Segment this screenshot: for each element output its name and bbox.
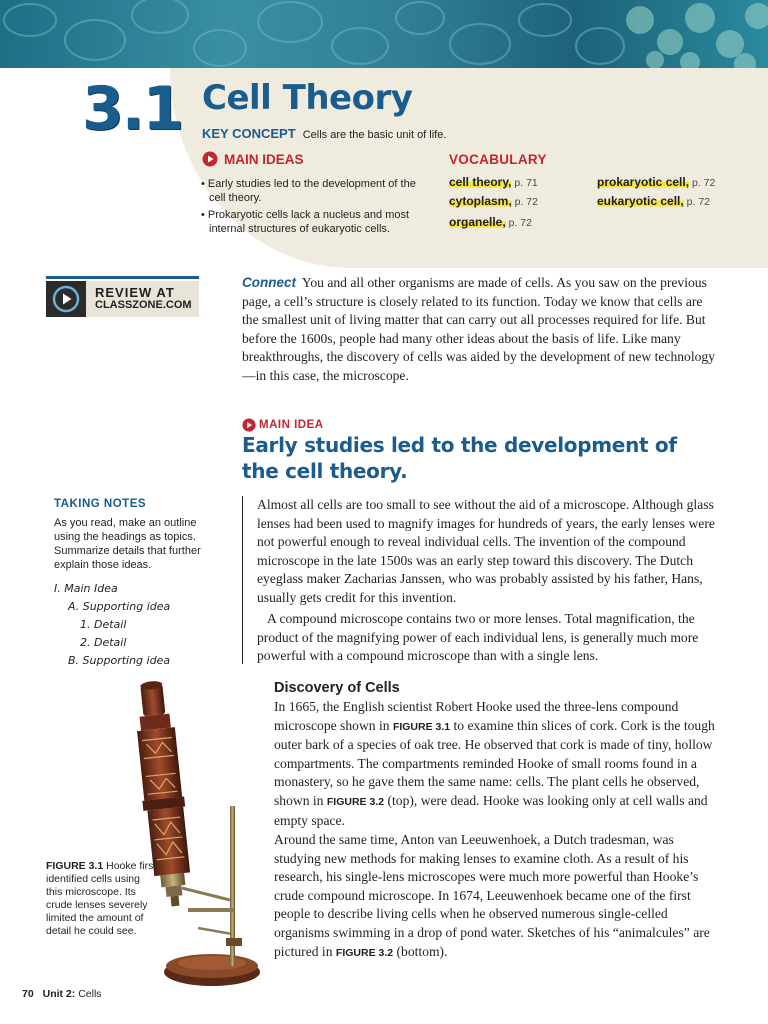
main-idea-label-text: MAIN IDEA — [259, 419, 324, 431]
vocab-item — [449, 175, 538, 189]
cell-texture-image — [0, 0, 768, 68]
figure-reference: FIGURE 3.2 — [326, 795, 385, 808]
figure-reference: FIGURE 3.1 — [392, 720, 451, 733]
notes-divider — [242, 496, 243, 664]
outline-item: 2. Detail — [80, 636, 127, 649]
text-run: In 1665, the English scientist Robert Hooke used the three-lens compound microscope shown in — [274, 699, 679, 733]
key-concept-label: KEY CONCEPT — [202, 126, 296, 141]
figure-caption — [46, 860, 158, 938]
text-run: Around the same time, Anton van Leeuwenhoek, a Dutch tradesman, was studying new methods for making lenses to examine cloth. As a result of his research, his single-lens microscopes were much more powerful than Hooke’s crude compound microscope. In 1674, Leeuwenhoek became one of the first people to describe living cells when he observed numerous single-celled organisms swimming in a drop of pond water. Sketches of his “animalcules” are pictured in — [274, 832, 710, 959]
page-title: Cell Theory — [202, 78, 413, 118]
text-run: to examine thin slices of cork. Cork is the tough outer bark of a species of oak tree. He observed that cork is made of tiny, hollow compartments. The compartments reminded Hooke of small rooms found in a monastery, so he gave them the same name: cells. The plant cells he observed, shown in — [274, 717, 715, 808]
main-idea-item: • Prokaryotic cells lack a nucleus and most internal structures of eukaryotic cells. — [201, 209, 410, 235]
outline-item: 1. Detail — [80, 618, 127, 631]
vocab-term: eukaryotic cell, — [597, 194, 684, 208]
key-concept-text: Cells are the basic unit of life. — [302, 129, 447, 141]
text-run: (bottom). — [396, 943, 448, 959]
review-bar — [46, 276, 199, 279]
vocabulary-heading: VOCABULARY — [449, 152, 547, 167]
review-text — [86, 286, 192, 312]
figure-reference: FIGURE 3.2 — [335, 946, 394, 959]
discovery-paragraph-1 — [274, 698, 720, 830]
taking-notes-text: As you read, make an outline using the headings as topics. Summarize details that further explain those ideas. — [54, 517, 201, 571]
page-number: 70 — [22, 988, 34, 1000]
vocab-page: p. 72 — [686, 196, 710, 208]
key-concept — [202, 126, 446, 141]
play-arrow-icon — [242, 418, 256, 432]
section-heading: Early studies led to the development of the cell theory. — [242, 433, 677, 483]
main-idea-label — [242, 418, 324, 432]
body-paragraph-2: A compound microscope contains two or more lenses. Total magnification, the product of the magnifying power of each individual lens, is generally much more powerful with a compound microscope than with a single lens. — [257, 611, 699, 664]
cell-photo-banner — [0, 0, 768, 68]
discovery-heading: Discovery of Cells — [274, 680, 400, 696]
play-circle-icon — [52, 285, 80, 313]
figure-caption-text: Hooke first identified cells using this microscope. Its crude lenses severely limited the amount of detail he could see. — [46, 860, 157, 937]
main-idea-item: • Early studies led to the development of the cell theory. — [201, 178, 416, 204]
unit-label: Unit 2: — [42, 988, 76, 1000]
vocab-term: organelle, — [449, 215, 506, 229]
text-run: (top), were dead. Hooke was looking only at cell walls and empty space. — [274, 792, 708, 828]
main-ideas-label: MAIN IDEAS — [224, 151, 304, 167]
vocab-term: cytoplasm, — [449, 194, 512, 208]
section-number: 3.1 — [82, 74, 183, 144]
outline-item: I. Main Idea — [54, 582, 118, 595]
vocab-item — [449, 215, 532, 229]
vocab-item — [597, 194, 710, 208]
vocab-page: p. 71 — [514, 177, 538, 189]
hooke-microscope-image — [130, 676, 270, 998]
vocab-page: p. 72 — [691, 177, 716, 189]
outline-item: A. Supporting idea — [68, 600, 171, 613]
main-ideas-list — [201, 177, 431, 239]
vocab-term: prokaryotic cell, — [597, 175, 690, 189]
body-paragraph-1: Almost all cells are too small to see without the aid of a microscope. Although glass lenses had been used to magnify images for hundreds of years, the early lenses were not powerful enough to reveal individual cells. The invention of the compound microscope in the late 1500s was an early step toward this discovery. The Dutch eyeglass maker Zacharias Janssen, who was probably assisted by his father, Hans, usually gets credit for this invention. — [257, 497, 715, 605]
main-ideas-heading — [202, 151, 304, 167]
page-footer — [22, 988, 102, 1000]
connect-paragraph — [242, 274, 718, 386]
vocab-page: p. 72 — [514, 196, 538, 208]
vocab-page: p. 72 — [508, 217, 532, 229]
figure-label: FIGURE 3.1 — [46, 860, 104, 872]
vocab-item — [597, 175, 715, 189]
outline-item: B. Supporting idea — [68, 654, 171, 667]
taking-notes-heading: TAKING NOTES — [54, 498, 147, 510]
review-line2: CLASSZONE.COM — [95, 299, 192, 311]
vocab-item — [449, 194, 538, 208]
play-arrow-icon — [202, 151, 218, 167]
connect-label: Connect — [242, 275, 296, 290]
vocab-term: cell theory, — [449, 175, 512, 189]
connect-text: You and all other organisms are made of cells. As you saw on the previous page, a cell’s structure is closely related to its function. Today we know that cells are the smallest unit of living matter that can carry out all processes required for life. But before the 1600s, people had many other ideas about the basis of life. Like many breakthroughs, the discovery of cells was aided by the development of new technology—in this case, the microscope. — [242, 275, 716, 383]
unit-name: Cells — [78, 988, 102, 1000]
review-icon-box — [46, 281, 86, 317]
discovery-paragraph-2 — [274, 831, 720, 962]
review-classzone-button[interactable] — [46, 281, 199, 317]
review-line1: REVIEW AT — [95, 285, 175, 300]
